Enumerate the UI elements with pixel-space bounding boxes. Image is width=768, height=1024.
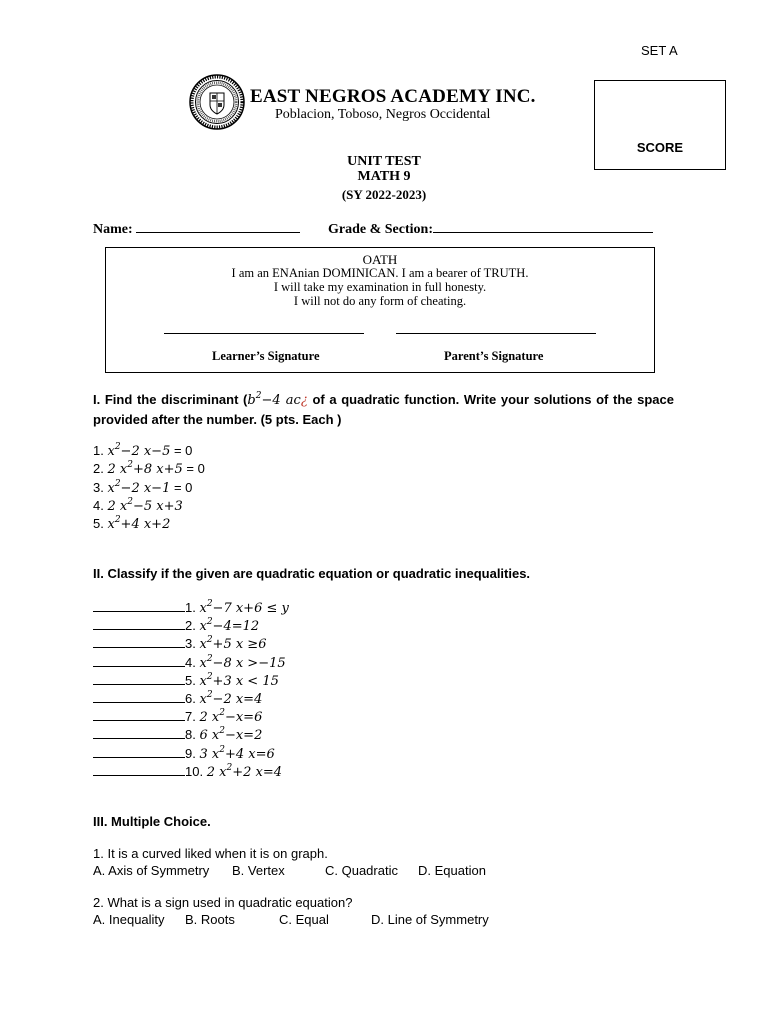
section2-item [93,672,279,689]
section2-item [93,599,289,616]
expr-tail: −x=2 [224,728,263,744]
set-label: SET A [641,43,678,58]
item-expression [107,444,170,459]
school-address: Poblacion, Toboso, Negros Occidental [275,107,491,122]
expr-exponent: 2 [206,617,213,628]
answer-blank[interactable] [93,745,185,758]
expr-tail: −5 x+3 [132,499,183,514]
item-number: 9. [185,745,196,761]
name-blank[interactable] [136,219,300,233]
subject-title: MATH 9 [357,169,411,184]
section2-item [93,745,275,762]
expr-exponent: 2 [219,726,225,737]
expr-lead: 2 x [206,764,227,780]
answer-option[interactable]: C. Equal [279,912,329,927]
section1-heading-text: of a quadratic function. Write your solutions of the space provided after the number. (5 pts. Each ) [93,392,675,427]
expr-tail: −2 x=4 [212,692,263,707]
answer-blank[interactable] [93,690,185,703]
grade-section-field[interactable] [328,219,653,238]
discriminant-formula [247,393,307,408]
expr-lead: x [199,673,207,689]
formula-b: b [247,393,256,408]
expr-exponent: 2 [206,599,213,609]
item-expression [199,619,259,634]
oath-title: OATH [362,252,398,267]
formula-glyph: ¿ [300,393,308,408]
expr-exponent: 2 [219,708,225,719]
answer-blank[interactable] [93,599,185,612]
answer-option[interactable]: B. Roots [185,912,235,927]
expr-tail: +4 x+2 [120,517,171,532]
answer-blank[interactable] [93,763,185,776]
expr-tail: −x=6 [224,710,263,726]
item-expression [199,653,286,671]
section1-item [93,516,170,532]
learner-signature-line[interactable] [164,333,364,334]
answer-blank[interactable] [93,708,185,721]
item-expression [199,671,279,689]
section2-heading: II. Classify if the given are quadratic equation or quadratic inequalities. [93,566,531,581]
question-text: 1. It is a curved liked when it is on graph. [93,846,328,861]
section2-item [93,617,259,634]
item-expression [107,481,170,496]
question-text: 2. What is a sign used in quadratic equation? [93,895,353,910]
answer-option[interactable]: A. Axis of Symmetry [93,863,210,878]
expr-exponent: 2 [206,690,213,700]
expr-tail: +2 x=4 [232,764,282,780]
expr-lead: 2 x [107,462,128,477]
section1-item [93,443,192,459]
expr-rhs: = 0 [170,443,193,458]
expr-tail: −2 x−1 [120,481,171,496]
expr-rhs: = 0 [182,461,205,476]
item-expression [199,637,266,652]
expr-tail: +5 x ≥6 [212,637,267,653]
item-expression [199,710,262,725]
expr-tail: −4=12 [212,619,260,635]
item-expression [199,728,262,743]
school-name: EAST NEGROS ACADEMY INC. [250,86,536,107]
item-expression [107,499,182,514]
section2-item [93,763,282,780]
item-expression [199,601,288,616]
item-number: 3. [185,636,196,652]
section3-heading: III. Multiple Choice. [93,814,211,829]
item-expression [199,692,262,707]
item-number: 3. [93,480,104,495]
answer-blank[interactable] [93,654,185,667]
item-expression [199,744,275,762]
item-number: 8. [185,727,196,743]
item-expression [206,762,282,780]
expr-tail: −7 x+6 ≤ y [212,601,289,616]
expr-lead: 6 x [199,728,220,744]
score-box [594,80,726,170]
section2-item [93,726,262,743]
item-number: 5. [185,672,196,688]
expr-exponent: 2 [127,460,133,470]
item-number: 4. [185,654,196,670]
item-number: 1. [185,600,196,615]
answer-blank[interactable] [93,635,185,648]
expr-tail: −8 x >−15 [212,655,286,671]
section2-item [93,654,286,671]
item-number: 2. [185,618,196,634]
school-seal-logo [189,74,245,130]
formula-exponent: 2 [255,391,262,401]
section1-item [93,480,192,496]
expr-lead: x [199,655,207,671]
section2-item [93,708,262,725]
oath-line: I will take my examination in full honesty. [273,280,487,294]
item-expression [107,462,182,477]
school-year: (SY 2022-2023) [341,187,427,202]
answer-option[interactable]: A. Inequality [93,912,165,927]
expr-lead: 2 x [107,499,128,514]
score-label: SCORE [636,140,684,155]
answer-option[interactable]: B. Vertex [232,863,285,878]
expr-lead: x [107,444,115,459]
test-title: UNIT TEST [347,154,421,169]
grade-section-blank[interactable] [433,219,653,233]
section1-heading [93,391,674,429]
expr-lead: x [199,619,207,635]
name-field[interactable] [93,219,300,238]
expr-exponent: 2 [226,762,233,773]
item-number: 2. [93,461,104,476]
expr-exponent: 2 [114,479,121,489]
expr-exponent: 2 [206,671,213,682]
expr-lead: x [107,517,115,532]
item-number: 6. [185,691,196,706]
item-number: 4. [93,498,104,513]
expr-lead: x [199,637,207,653]
section1-heading-text: I. Find the discriminant ( [93,392,248,407]
name-label: Name: [93,222,137,237]
expr-exponent: 2 [127,497,133,507]
oath-box [105,247,655,373]
expr-lead: 3 x [199,746,220,762]
expr-exponent: 2 [114,442,121,452]
formula-rest: −4 ac [261,393,301,408]
parent-signature-label: Parent’s Signature [444,349,544,363]
expr-exponent: 2 [206,635,213,646]
expr-exponent: 2 [219,744,225,755]
answer-blank[interactable] [93,617,185,630]
learner-signature-label: Learner’s Signature [212,349,320,363]
grade-section-label: Grade & Section: [328,222,433,237]
expr-lead: x [199,601,207,616]
section1-item [93,461,205,477]
item-number: 10. [185,763,204,779]
item-expression [107,517,170,532]
answer-option[interactable]: D. Equation [418,863,486,878]
expr-tail: +4 x=6 [224,746,275,762]
item-number: 5. [93,516,104,531]
oath-line: I am an ENAnian DOMINICAN. I am a bearer of TRUTH. [231,266,529,280]
expr-exponent: 2 [114,515,121,525]
expr-lead: 2 x [199,710,220,726]
section2-item [93,690,262,707]
expr-tail: +8 x+5 [132,462,183,477]
answer-option[interactable]: C. Quadratic [325,863,398,878]
expr-tail: −2 x−5 [120,444,171,459]
section2-item [93,635,266,652]
section1-item [93,498,183,514]
oath-line: I will not do any form of cheating. [293,294,467,308]
item-number: 7. [185,709,196,725]
item-number: 1. [93,443,104,458]
answer-option[interactable]: D. Line of Symmetry [371,912,489,927]
answer-blank[interactable] [93,672,185,685]
parent-signature-line[interactable] [396,333,596,334]
expr-rhs: = 0 [170,480,193,495]
answer-blank[interactable] [93,726,185,739]
expr-tail: +3 x < 15 [212,673,279,689]
expr-lead: x [107,481,115,496]
expr-exponent: 2 [206,653,213,664]
expr-lead: x [199,692,207,707]
